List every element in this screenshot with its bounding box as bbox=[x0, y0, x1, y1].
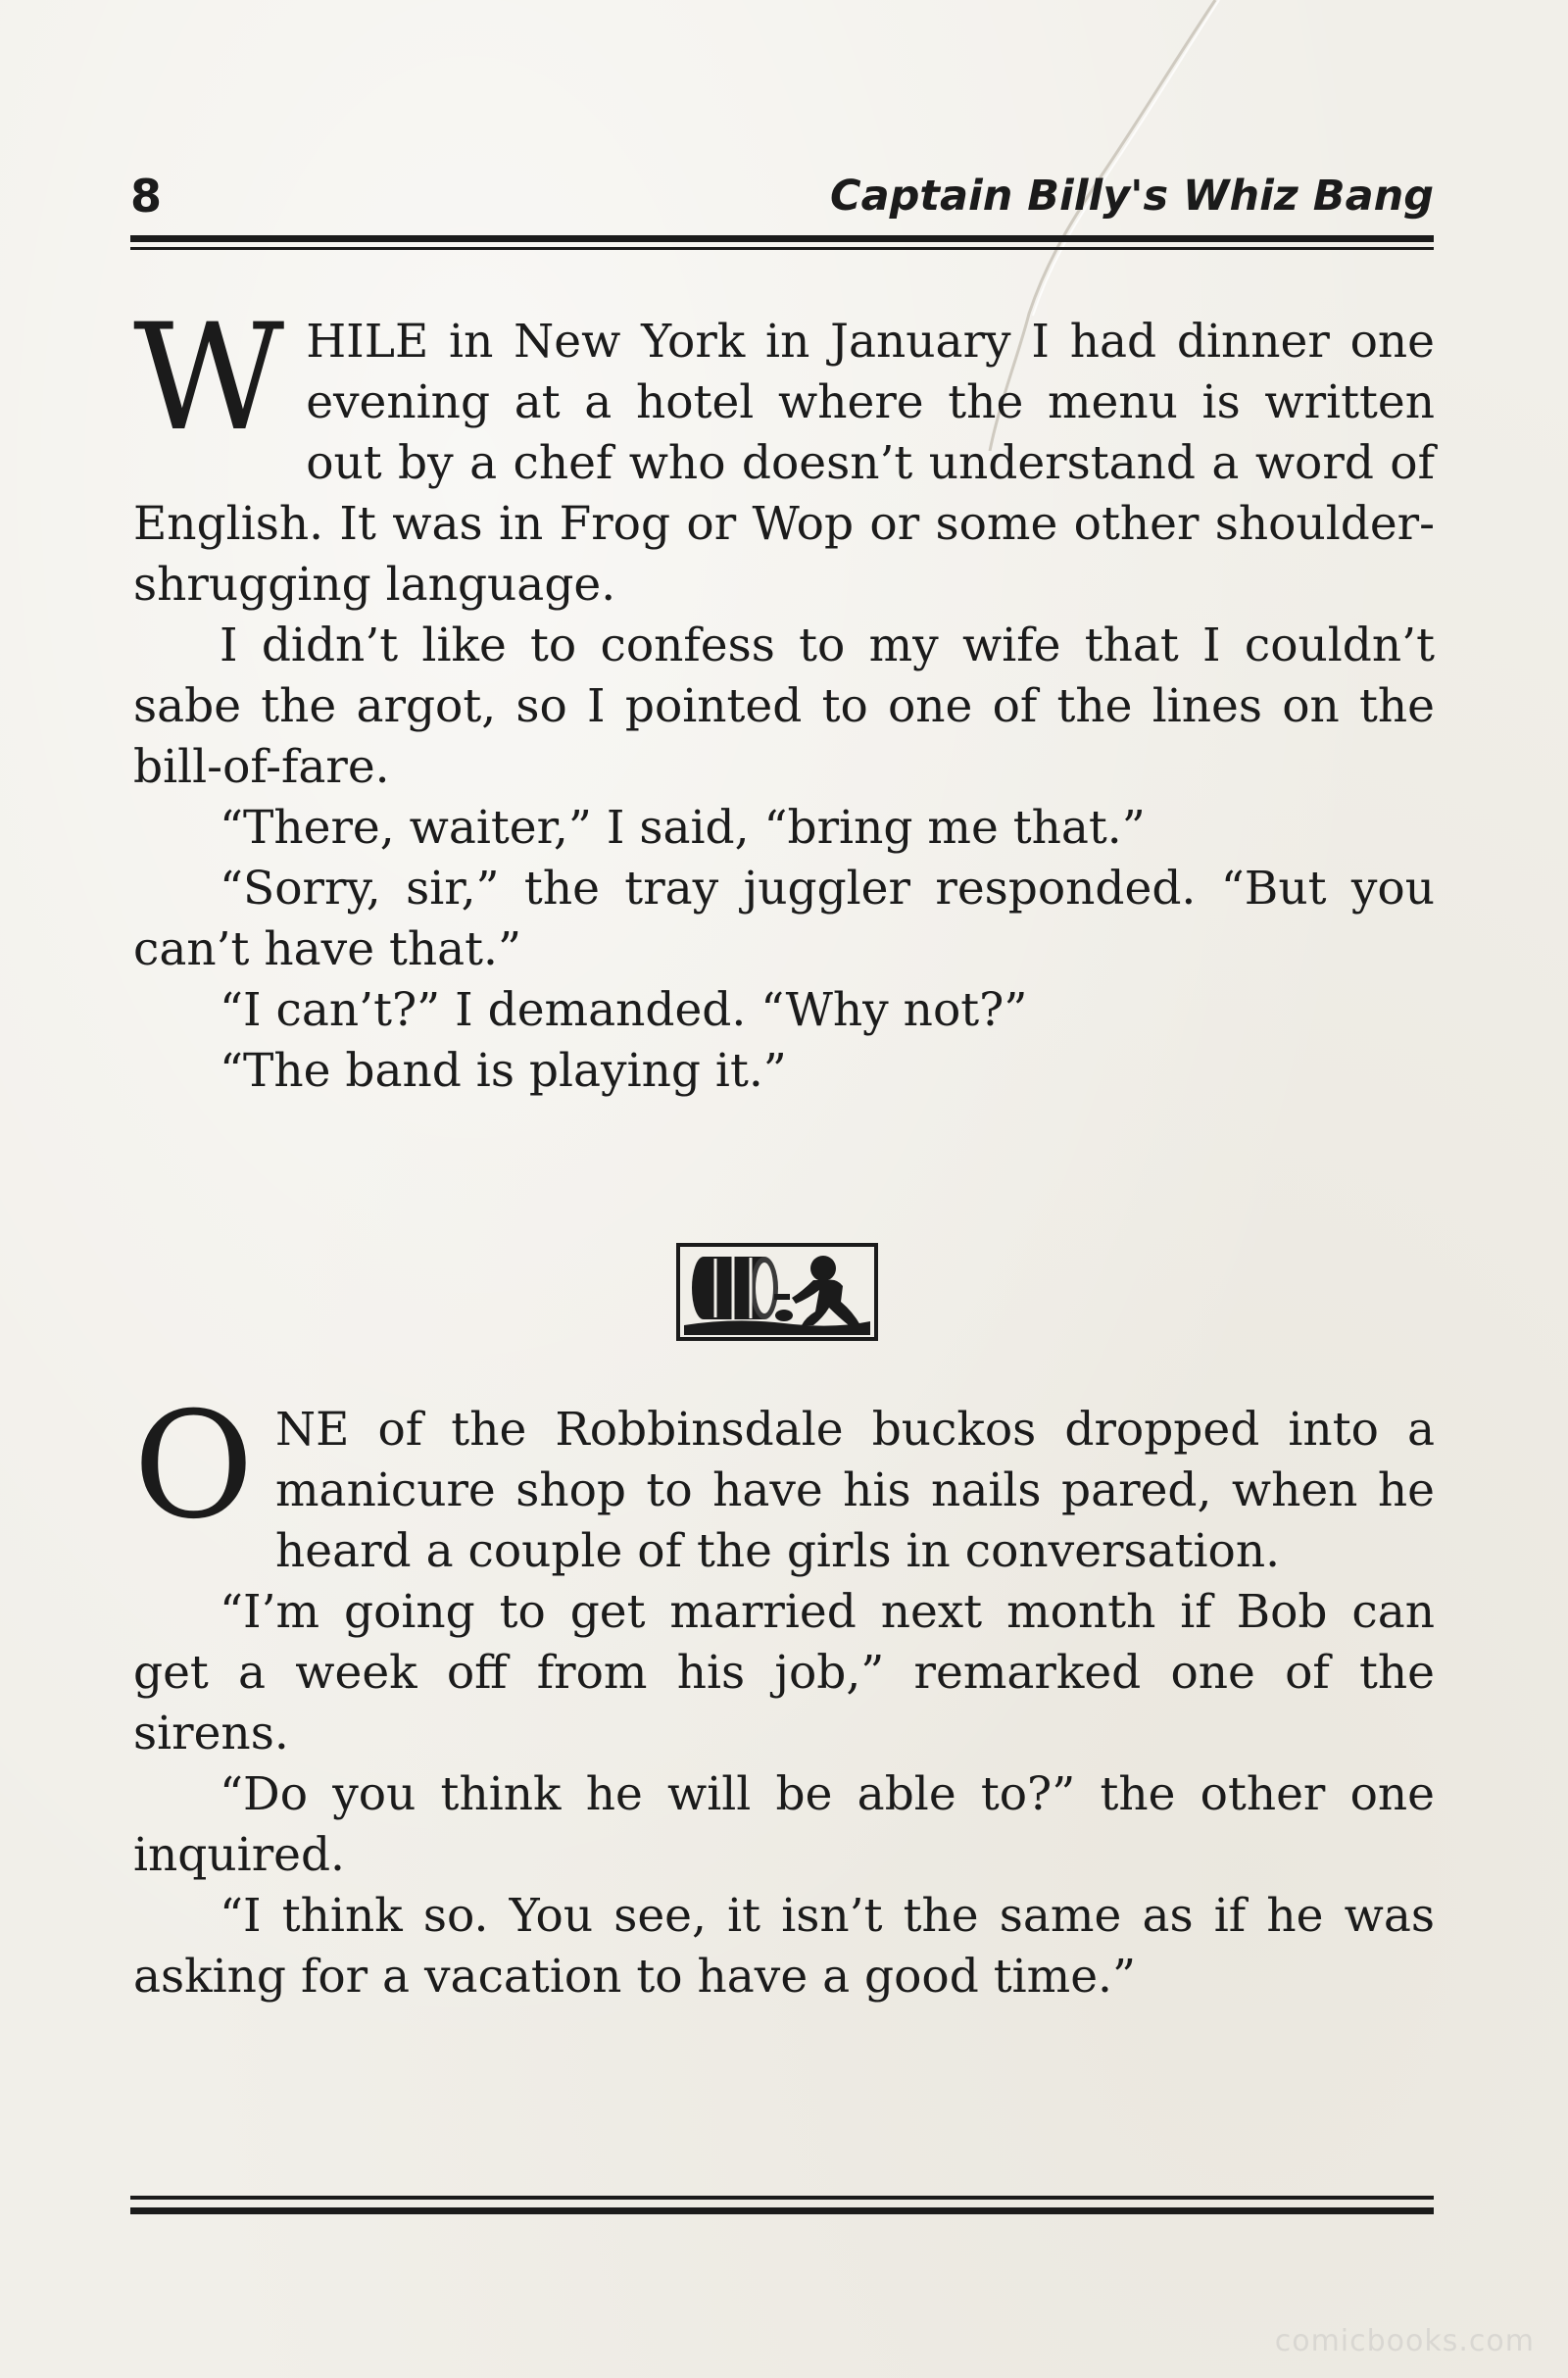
barrel-and-figure-icon bbox=[676, 1243, 878, 1341]
story-paragraph: “Sorry, sir,” the tray juggler responded. “But you can’t have that.” bbox=[133, 862, 1435, 976]
drop-cap: O bbox=[133, 1381, 254, 1552]
drop-cap: W bbox=[133, 293, 285, 464]
story-hotel-menu bbox=[133, 293, 1435, 1102]
story-paragraph bbox=[133, 293, 1435, 616]
rule-thin-line bbox=[130, 247, 1434, 250]
story-paragraph: “Do you think he will be able to?” the other one inquired. bbox=[133, 1767, 1435, 1882]
story-paragraph: “I can’t?” I demanded. “Why not?” bbox=[220, 983, 1028, 1037]
rule-thick-line bbox=[130, 235, 1434, 242]
story-paragraph: “There, waiter,” I said, “bring me that.” bbox=[220, 801, 1146, 855]
footer-double-rule bbox=[130, 2196, 1434, 2215]
paragraph-text: NE of the Robbinsdale buckos dropped into a manicure shop to have his nails pared, when he heard a couple of the girls in conversation. bbox=[274, 1403, 1435, 1578]
page-header bbox=[130, 165, 1434, 233]
rule-thin-line bbox=[130, 2196, 1434, 2200]
header-double-rule bbox=[130, 235, 1434, 255]
story-manicure-shop bbox=[133, 1381, 1435, 2007]
story-paragraph: I didn’t like to confess to my wife that I couldn’t sabe the argot, so I pointed to one of the lines on the bill-of-fare. bbox=[133, 619, 1435, 794]
story-paragraph bbox=[133, 1381, 1435, 1582]
paragraph-text: HILE in New York in January I had dinner one evening at a hotel where the menu is written out by a chef who doesn’t understand a word of English. It was in Frog or Wop or some other shoulder-shrugging language. bbox=[133, 315, 1435, 612]
story-paragraph: “I’m going to get married next month if Bob can get a week off from his job,” remarked one of the sirens. bbox=[133, 1585, 1435, 1760]
story-paragraph: “The band is playing it.” bbox=[220, 1044, 787, 1098]
rule-thick-line bbox=[130, 2207, 1434, 2214]
watermark: comicbooks.com bbox=[1274, 2324, 1535, 2358]
story-paragraph: “I think so. You see, it isn’t the same as if he was asking for a vacation to have a good time.” bbox=[133, 1889, 1435, 2004]
page-number: 8 bbox=[130, 170, 163, 223]
running-title: Captain Billy's Whiz Bang bbox=[830, 172, 1434, 221]
